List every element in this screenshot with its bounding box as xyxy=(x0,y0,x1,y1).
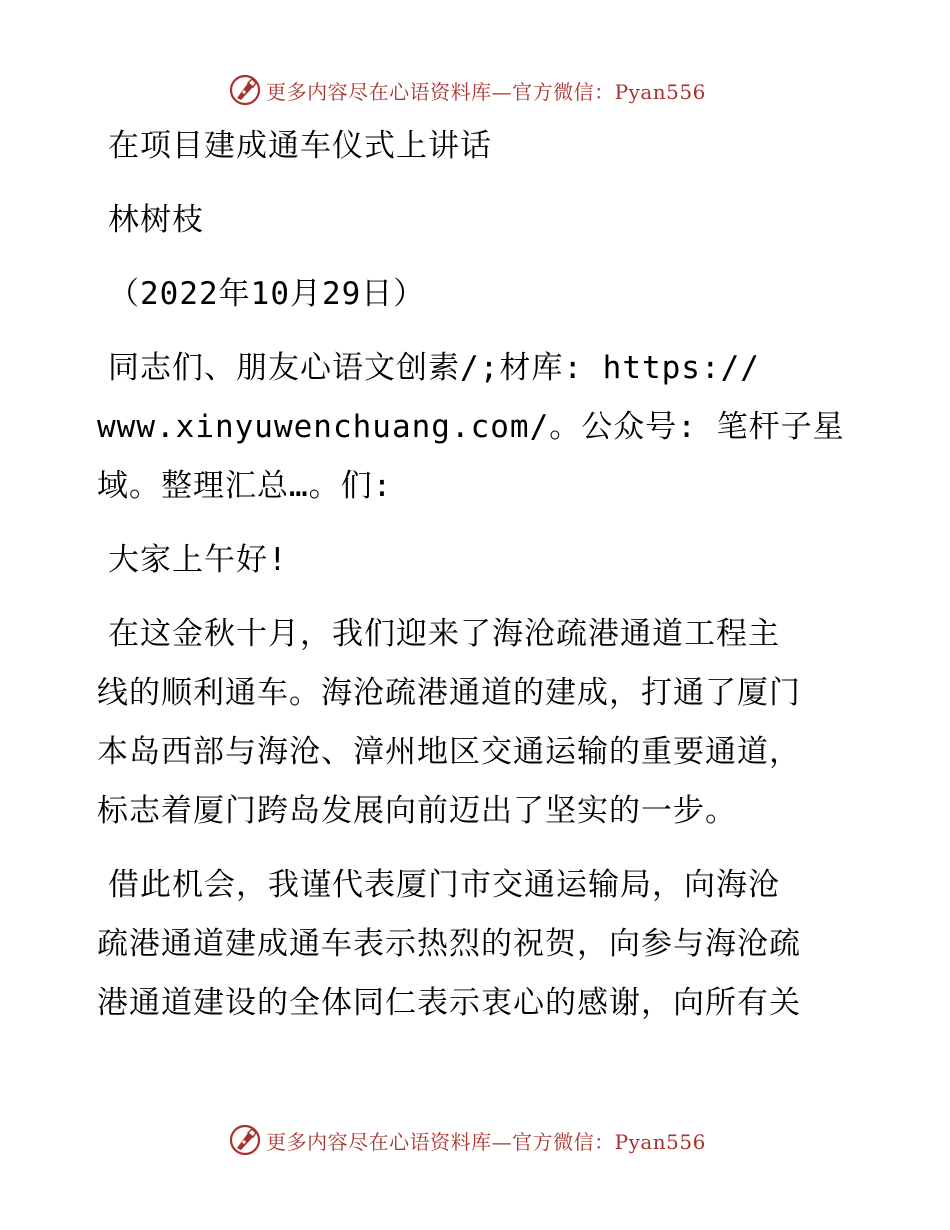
paragraph-line: 港通道建设的全体同仁表示衷心的感谢，向所有关 xyxy=(97,985,801,1021)
paragraph-line: 本岛西部与海沧、漳州地区交通运输的重要通道， xyxy=(97,734,801,770)
salutation-line: www.xinyuwenchuang.com/。公众号: 笔杆子星 xyxy=(97,409,845,445)
paragraph-line: 在这金秋十月，我们迎来了海沧疏港通道工程主 xyxy=(108,616,780,652)
paragraph-line: 标志着厦门跨岛发展向前迈出了坚实的一步。 xyxy=(97,793,737,829)
watermark-dash: — xyxy=(491,79,513,104)
salutation-line: 同志们、朋友心语文创素/;材库: https:// xyxy=(108,350,760,386)
watermark-dash: — xyxy=(491,1129,513,1154)
document-date: （2022年10月29日） xyxy=(108,276,426,312)
watermark-main-text: 更多内容尽在心语资料库 xyxy=(266,1129,492,1154)
pen-nib-circle-icon xyxy=(228,1123,262,1157)
header-watermark xyxy=(0,72,950,108)
salutation-line: 域。整理汇总…。们: xyxy=(97,468,393,504)
watermark-suffix-text: 官方微信：Pyan556 xyxy=(512,79,706,104)
pen-nib-circle-icon xyxy=(228,73,262,107)
document-author: 林树枝 xyxy=(108,202,204,238)
greeting-line: 大家上午好! xyxy=(108,542,288,578)
watermark-main-text: 更多内容尽在心语资料库 xyxy=(266,79,492,104)
watermark-suffix-text: 官方微信：Pyan556 xyxy=(512,1129,706,1154)
paragraph-line: 借此机会，我谨代表厦门市交通运输局，向海沧 xyxy=(108,867,780,903)
document-title: 在项目建成通车仪式上讲话 xyxy=(108,128,492,164)
footer-watermark xyxy=(0,1122,950,1158)
paragraph-line: 疏港通道建成通车表示热烈的祝贺，向参与海沧疏 xyxy=(97,926,801,962)
paragraph-line: 线的顺利通车。海沧疏港通道的建成，打通了厦门 xyxy=(97,675,801,711)
